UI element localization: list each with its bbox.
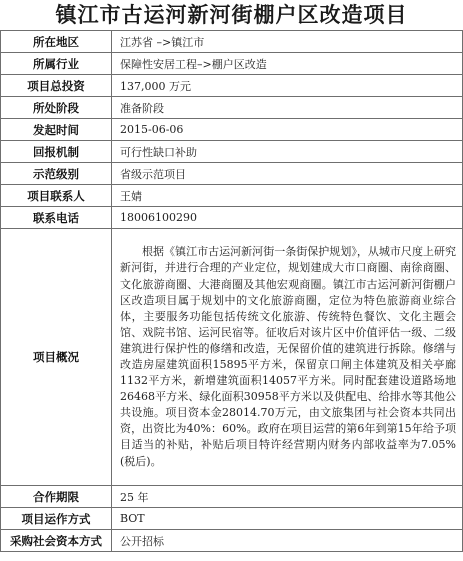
demo-level-label: 示范级别 bbox=[1, 163, 112, 185]
table-row-contact-person bbox=[1, 185, 463, 207]
contact-person-label: 项目联系人 bbox=[1, 185, 112, 207]
start-time-label: 发起时间 bbox=[1, 119, 112, 141]
location-label: 所在地区 bbox=[1, 31, 112, 53]
stage-label: 所处阶段 bbox=[1, 97, 112, 119]
procurement-value: 公开招标 bbox=[112, 530, 463, 552]
table-row-procurement bbox=[1, 530, 463, 552]
table-row-stage bbox=[1, 97, 463, 119]
return-mechanism-label: 回报机制 bbox=[1, 141, 112, 163]
return-mechanism-value: 可行性缺口补助 bbox=[112, 141, 463, 163]
phone-label: 联系电话 bbox=[1, 207, 112, 229]
investment-value: 137,000 万元 bbox=[112, 75, 463, 97]
table-row-return-mechanism bbox=[1, 141, 463, 163]
overview-label: 项目概况 bbox=[1, 229, 112, 486]
stage-value: 准备阶段 bbox=[112, 97, 463, 119]
table-row-location bbox=[1, 31, 463, 53]
investment-label: 项目总投资 bbox=[1, 75, 112, 97]
operation-mode-value: BOT bbox=[112, 508, 463, 530]
overview-text: 根据《镇江市古运河新河街一条街保护规划》，从城市尺度上研究新河街，并进行合理的产业定位，规划建成大市口商圈、南徐商圈、文化旅游商圈、大港商圈及其他宏观商圈。镇江市古运河新河街棚户区改造项目属于规划中的文化旅游商圈，定位为特色旅游商业综合体，主要服务功能包括传统文化旅游、传统特色餐饮、文化主题会馆、戏院书馆、运河民宿等。征收后对该片区中价值评估一级、二级建筑进行保护性的修缮和改造，无保留价值的建筑进行拆除。修缮与改造房屋建筑面积15895平方米，保留京口闸主体建筑及相关亭廊1132平方米，新增建筑面积14057平方米。同时配套建设道路场地26468平方米、绿化面积30958平方米以及供配电、给排水等其他公共设施。项目资本金28014.70万元，由文旅集团与社会资本共同出资，出资比为40%：60%。政府在项目运营的第6年到第15年给予项目适当的补贴，补贴后项目特许经营期内财务内部收益率为7.05%(税后)。 bbox=[120, 245, 456, 468]
location-value: 江苏省 –>镇江市 bbox=[112, 31, 463, 53]
operation-mode-label: 项目运作方式 bbox=[1, 508, 112, 530]
table-row-operation-mode bbox=[1, 508, 463, 530]
table-row-industry bbox=[1, 53, 463, 75]
table-row-phone bbox=[1, 207, 463, 229]
page-title: 镇江市古运河新河街棚户区改造项目 bbox=[55, 3, 408, 27]
cooperation-period-value: 25 年 bbox=[112, 486, 463, 508]
contact-person-value: 王婧 bbox=[112, 185, 463, 207]
table-row-start-time bbox=[1, 119, 463, 141]
industry-value: 保障性安居工程–>棚户区改造 bbox=[112, 53, 463, 75]
table-row-investment bbox=[1, 75, 463, 97]
industry-label: 所属行业 bbox=[1, 53, 112, 75]
cooperation-period-label: 合作期限 bbox=[1, 486, 112, 508]
demo-level-value: 省级示范项目 bbox=[112, 163, 463, 185]
table-row-overview bbox=[1, 229, 463, 486]
table-row-cooperation-period bbox=[1, 486, 463, 508]
start-time-value: 2015-06-06 bbox=[112, 119, 463, 141]
procurement-label: 采购社会资本方式 bbox=[1, 530, 112, 552]
table-row-demo-level bbox=[1, 163, 463, 185]
phone-value: 18006100290 bbox=[112, 207, 463, 229]
project-info-table bbox=[0, 30, 463, 552]
